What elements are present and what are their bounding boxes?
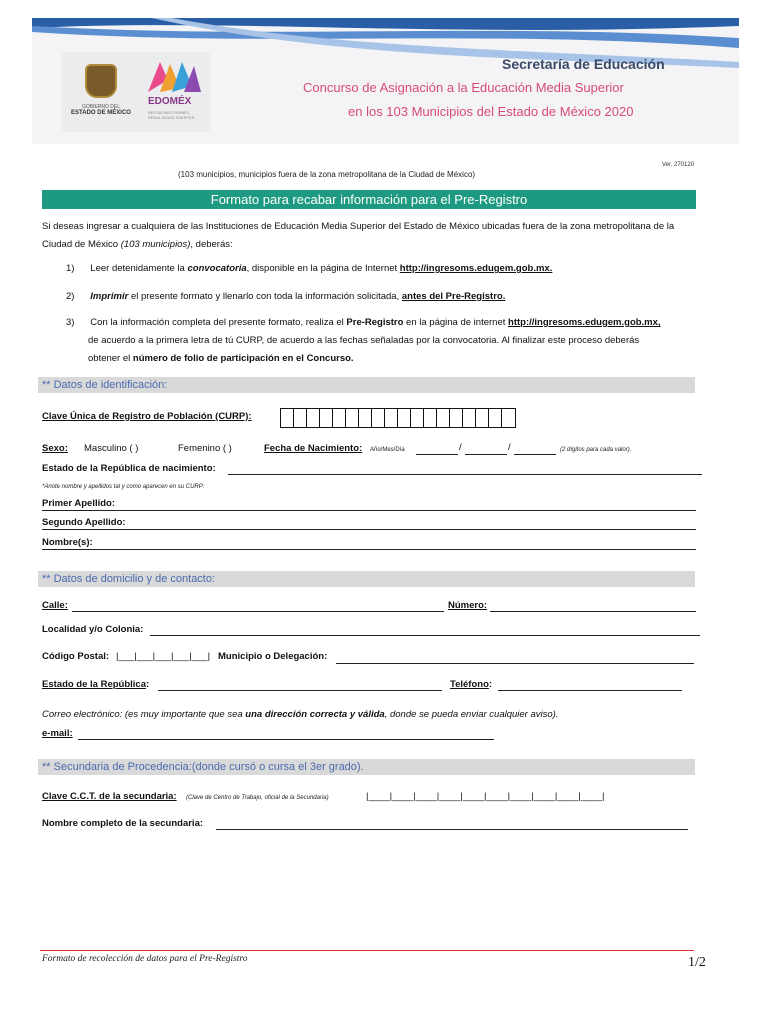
calle-label: Calle: [42, 600, 68, 611]
section-domicilio: ** Datos de domicilio y de contacto: [38, 571, 695, 587]
edomex-mark-icon [146, 58, 202, 94]
fecha-note: (2 dígitos para cada valor). [560, 447, 632, 453]
localidad-label: Localidad y/o Colonia: [42, 624, 144, 635]
curp-name-note: *Anote nombre y apellidos tal y como aparecen en su CURP: [42, 484, 205, 490]
fecha-day-field[interactable] [514, 454, 556, 455]
estado-nacimiento-label: Estado de la República de nacimiento: [42, 463, 216, 474]
step-2 [66, 288, 505, 306]
intro-paragraph [42, 218, 712, 254]
curp-input-boxes[interactable] [280, 408, 516, 428]
correo-note-text: , donde se pueda enviar cualquier aviso). [384, 709, 559, 720]
curp-label: Clave Única de Registro de Población (CURP): [42, 411, 252, 422]
step-text: Leer detenidamente la [90, 263, 188, 274]
step-strong: Pre-Registro [346, 317, 404, 328]
segundo-apellido-field[interactable] [42, 529, 696, 530]
cct-note: (Clave de Centro de Trabajo, oficial de la Secundaria) [186, 795, 329, 801]
municipio-field[interactable] [336, 663, 694, 664]
step-1 [66, 260, 552, 278]
nombre-secundaria-field[interactable] [216, 829, 688, 830]
step-number: 2) [66, 291, 75, 302]
step-number: 3) [66, 317, 75, 328]
cct-boxes[interactable]: |____|____|____|____|____|____|____|____|____|____| [366, 791, 605, 802]
step-text: obtener el [88, 353, 133, 364]
page-number: 1/2 [688, 955, 706, 970]
correo-note-text: Correo electrónico: (es muy importante que sea [42, 709, 246, 720]
fecha-format: Año/Mes/Día [370, 447, 405, 453]
nombres-field[interactable] [42, 549, 696, 550]
contest-title-line1: Concurso de Asignación a la Educación Media Superior [303, 80, 624, 95]
step-number: 1) [66, 263, 75, 274]
header-banner [32, 18, 739, 144]
gobierno-edomex-logo [66, 58, 136, 128]
form-title-banner: Formato para recabar información para el Pre-Registro [42, 190, 696, 209]
estado-nacimiento-field[interactable] [228, 474, 702, 475]
correo-note [42, 709, 558, 720]
step-text: en la página de internet [403, 317, 509, 328]
numero-field[interactable] [490, 611, 696, 612]
masculino-option[interactable]: Masculino ( ) [84, 443, 139, 454]
coat-of-arms-icon [85, 64, 117, 98]
correo-note-strong: una dirección correcta y válida [245, 709, 385, 720]
nombre-secundaria-label: Nombre completo de la secundaria: [42, 818, 204, 829]
version-label: Ver. 270120 [662, 162, 695, 168]
step-text: Con la información completa del presente formato, realiza el [90, 317, 347, 328]
intro-text-italic: (103 municipios) [120, 239, 191, 250]
fecha-nacimiento-label: Fecha de Nacimiento: [264, 443, 363, 454]
secretaria-title: Secretaría de Educación [502, 56, 665, 72]
step-3-line3 [88, 350, 354, 368]
section-identificacion: ** Datos de identificación: [38, 377, 695, 393]
nombres-label: Nombre(s): [42, 537, 93, 548]
step-text: , disponible en la página de Internet [246, 263, 400, 274]
step-3 [66, 314, 661, 332]
edomex-logo-name: EDOMÉX [148, 96, 192, 107]
step-text: el presente formato y llenarlo con toda la información solicitada, [128, 291, 402, 302]
ingresoms-link[interactable]: http://ingresoms.edugem.gob.mx, [508, 317, 661, 328]
estado-republica-field[interactable] [158, 690, 442, 691]
ingresoms-link[interactable]: http://ingresoms.edugem.gob.mx. [399, 263, 553, 274]
date-separator: / [459, 442, 462, 453]
telefono-label: Teléfono: [450, 679, 493, 690]
contest-title-line2: en los 103 Municipios del Estado de México 2020 [348, 104, 634, 119]
step-strong: número de folio de participación en el Concurso. [132, 353, 354, 364]
codigo-postal-label: Código Postal: [42, 651, 110, 662]
date-separator: / [508, 442, 511, 453]
estado-republica-label: Estado de la República: [42, 679, 150, 690]
codigo-postal-boxes[interactable]: |___|___|___|___|___| [116, 651, 211, 662]
intro-text-b: Ciudad de México [42, 239, 121, 250]
footer-divider [40, 950, 694, 951]
section-secundaria: ** Secundaria de Procedencia:(donde cursó o cursa el 3er grado). [38, 759, 695, 775]
localidad-field[interactable] [150, 635, 700, 636]
sexo-label: Sexo: [42, 443, 68, 454]
gov-logo-text-bold: ESTADO DE MÉXICO [71, 110, 131, 116]
step-emphasis: Imprimir [90, 291, 129, 302]
femenino-option[interactable]: Femenino ( ) [178, 443, 232, 454]
step-emphasis: convocatoria [187, 263, 247, 274]
segundo-apellido-label: Segundo Apellido: [42, 517, 126, 528]
numero-label: Número: [448, 600, 488, 611]
telefono-field[interactable] [498, 690, 682, 691]
fecha-year-field[interactable] [416, 454, 458, 455]
scope-subnote: (103 municipios, municipios fuera de la zona metropolitana de la Ciudad de México) [178, 170, 476, 179]
step-strong: antes del Pre-Registro. [401, 291, 506, 302]
email-label: e-mail: [42, 728, 73, 739]
intro-text-end: , deberás: [190, 239, 233, 250]
primer-apellido-field[interactable] [42, 510, 696, 511]
edomex-logo-tagline: DECISIONES FIRMES, RESULTADOS FUERTES. [148, 110, 196, 120]
municipio-label: Municipio o Delegación: [218, 651, 328, 662]
calle-field[interactable] [72, 611, 444, 612]
email-field[interactable] [78, 739, 494, 740]
cct-label: Clave C.C.T. de la secundaria: [42, 791, 177, 802]
intro-text-a: Si deseas ingresar a cualquiera de las Instituciones de Educación Media Superior del Estado de México ubicadas fuera de la zona metropolitana de la [42, 221, 675, 232]
logos-panel [62, 52, 210, 132]
primer-apellido-label: Primer Apellido: [42, 498, 116, 509]
gov-logo-text: GOBIERNO DEL [81, 104, 121, 110]
edomex-logo [146, 58, 206, 128]
estado-republica-text: Estado de la República [42, 679, 146, 690]
step-3-line2: de acuerdo a la primera letra de tú CURP, de acuerdo a las fechas señaladas por la convocatoria. Al finalizar este proceso deberás [88, 335, 640, 346]
fecha-month-field[interactable] [465, 454, 507, 455]
footer-text: Formato de recolección de datos para el Pre-Registro [42, 954, 248, 964]
telefono-text: Teléfono [450, 679, 489, 690]
